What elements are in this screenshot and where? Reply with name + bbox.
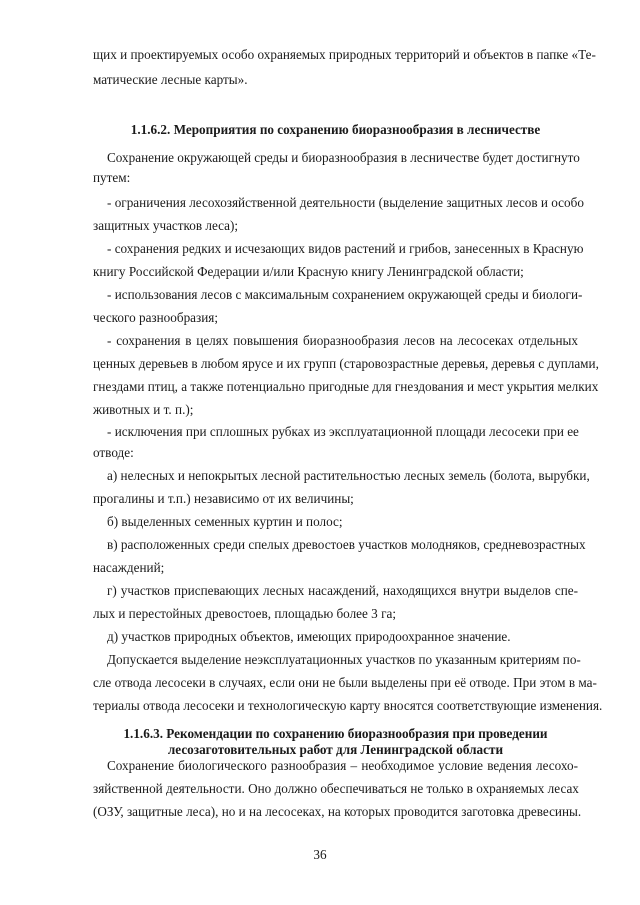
text-line: - сохранения редких и исчезающих видов растений и грибов, занесенных в Красную [107,241,584,256]
text-line: путем: [93,170,131,185]
text-line: - исключения при сплошных рубках из эксплуатационной площади лесосеки при ее [107,424,579,439]
text-line: г) участков приспевающих лесных насаждений, находящихся внутри выделов спе- [107,583,578,598]
text-line: б) выделенных семенных куртин и полос; [107,514,343,529]
text-line: матические лесные карты». [93,72,248,87]
text-line: защитных участков леса); [93,218,239,233]
text-line: а) нелесных и непокрытых лесной растительностью лесных земель (болота, вырубки, [107,468,590,483]
text-line: щих и проектируемых особо охраняемых природных территорий и объектов в папке «Те- [93,47,596,62]
text-line: животных и т. п.); [93,402,194,417]
text-line: Допускается выделение неэксплуатационных участков по указанным критериям по- [107,652,581,667]
text-line: териалы отвода лесосеки и технологическую карту вносятся соответствующие изменения. [93,698,603,713]
text-line: зяйственной деятельности. Оно должно обеспечиваться не только в охраняемых лесах [93,781,579,796]
text-line: гнездами птиц, а также потенциально пригодные для гнездования и мест укрытия мелких [93,379,599,394]
text-line: насаждений; [93,560,165,575]
text-line: - использования лесов с максимальным сохранением окружающей среды и биологи- [107,287,583,302]
text-line: - сохранения в целях повышения биоразнообразия лесов на лесосеках отдельных [107,333,578,348]
text-line: Сохранение биологического разнообразия – необходимое условие ведения лесохо- [107,758,578,773]
page-number: 36 [313,847,327,862]
text-line: сле отвода лесосеки в случаях, если они не были выделены при её отводе. При этом в ма- [93,675,597,690]
text-line: ценных деревьев в любом ярусе и их групп (старовозрастные деревья, деревья с дуплами, [93,356,599,371]
text-line: - ограничения лесохозяйственной деятельности (выделение защитных лесов и особо [107,195,584,210]
text-line: Сохранение окружающей среды и биоразнообразия в лесничестве будет достигнуто [107,150,580,165]
text-line: ческого разнообразия; [93,310,219,325]
section-heading-line-2: лесозаготовительных работ для Ленинградской области [167,742,504,757]
text-line: книгу Российской Федерации и/или Красную книгу Ленинградской области; [93,264,524,279]
section-heading: 1.1.6.2. Мероприятия по сохранению биоразнообразия в лесничестве [130,122,541,137]
section-heading-line-1: 1.1.6.3. Рекомендации по сохранению биоразнообразия при проведении [123,726,548,741]
text-line: д) участков природных объектов, имеющих природоохранное значение. [107,629,511,644]
text-line: отводе: [93,445,134,460]
text-line: в) расположенных среди спелых древостоев участков молодняков, средневозрастных [107,537,586,552]
text-line: (ОЗУ, защитные леса), но и на лесосеках, на которых проводится заготовка древесины. [93,804,582,819]
text-line: лых и перестойных древостоев, площадью более 3 га; [93,606,397,621]
text-line: прогалины и т.п.) независимо от их величины; [93,491,354,506]
